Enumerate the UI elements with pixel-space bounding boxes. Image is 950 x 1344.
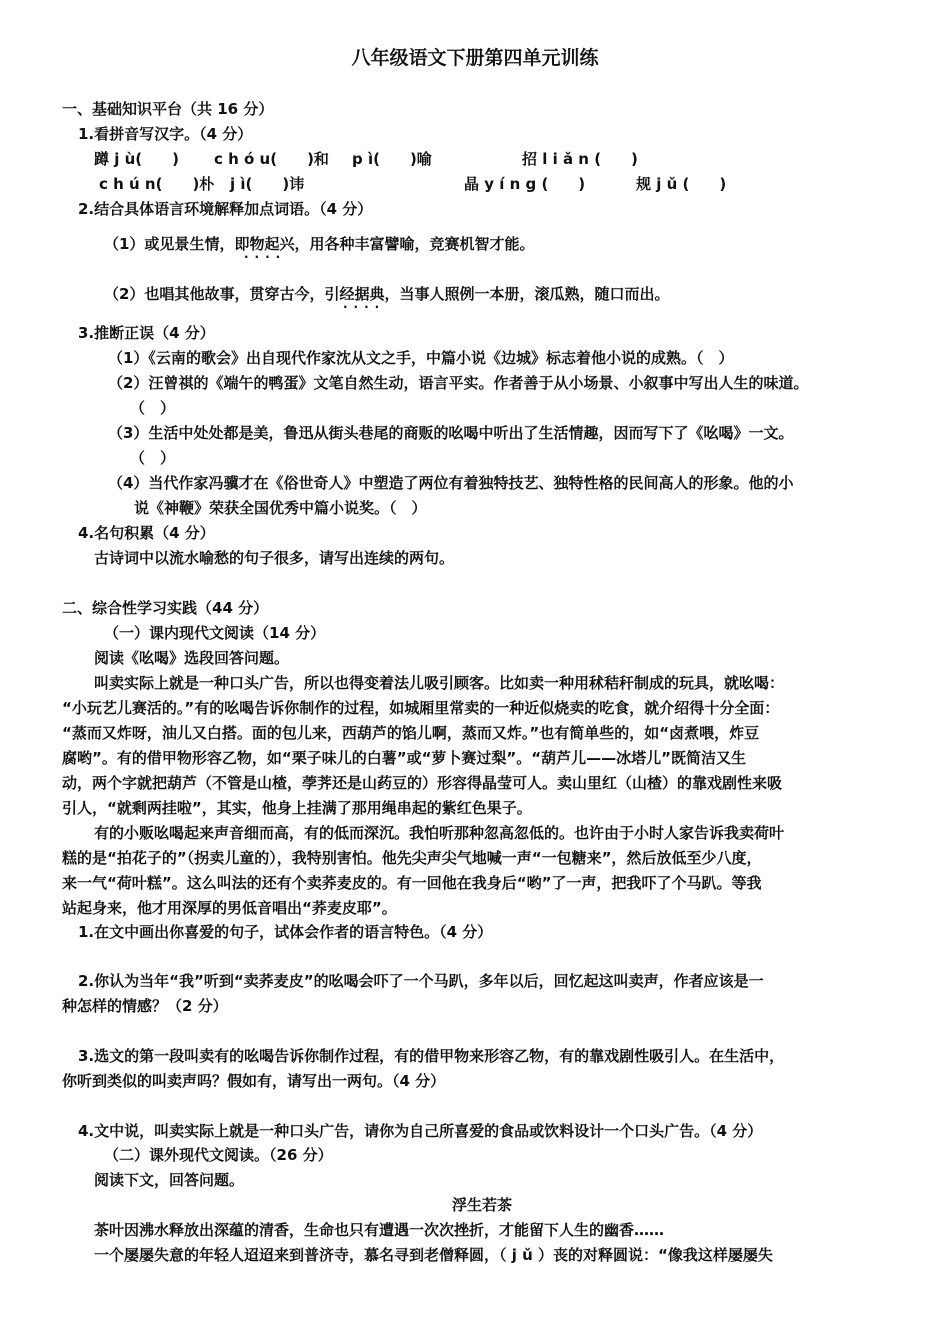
passage-line: 站起身来，他才用深厚的男低音唱出“荞麦皮耶”。 [62,899,397,917]
q2-item-1: （1）或见景生情，即物起兴，用各种丰富譬喻，竞赛机智才能。 [104,235,535,253]
q3-prompt: 3.推断正误（4 分） [78,324,215,342]
passage-line: 有的小贩吆喝起来声音细而高，有的低而深沉。我怕听那种忽高忽低的。也许由于小时人家告诉我卖荷叶 [94,824,785,842]
reading-q3-cont: 你听到类似的叫卖声吗？假如有，请写出一两句。（4 分） [62,1072,446,1090]
story-line: 茶叶因沸水释放出深蕴的清香，生命也只有遭遇一次次挫折，才能留下人生的幽香…… [94,1221,665,1239]
q3-item-4-cont: 说《神鞭》荣获全国优秀中篇小说奖。（ ） [134,499,427,517]
pinyin-item: c h ú n( )朴 [99,175,215,193]
reading-q3: 3.选文的第一段叫卖有的吆喝告诉你制作过程，有的借甲物来形容乙物，有的靠戏剧性吸引人。在生活中， [78,1047,785,1065]
pinyin-item: p ì( )喻 [352,150,432,168]
passage-line: “小玩艺儿赛活的。”有的吆喝告诉你制作的过程，如城厢里常卖的一种近似烧卖的吃食，就介绍得十分全面： [62,699,780,717]
passage-line: 叫卖实际上就是一种口头广告，所以也得变着法儿吸引顾客。比如卖一种用秫秸秆制成的玩具，就吆喝： [94,674,785,692]
reading-q4: 4.文中说，叫卖实际上就是一种口头广告，请你为自己所喜爱的食品或饮料设计一个口头广告。（4 分） [78,1122,763,1140]
q1-prompt: 1.看拼音写汉字。（4 分） [78,125,253,143]
story-title: 浮生若茶 [452,1196,513,1214]
section-2-heading: 二、综合性学习实践（44 分） [62,599,269,617]
passage-line: 腐哟”。有的借甲物形容乙物，如“栗子味儿的白薯”或“萝卜赛过梨”。“葫芦儿——冰塔儿”既简洁又生 [62,749,747,767]
q3-item-4: （4）当代作家冯骥才在《俗世奇人》中塑造了两位有着独特技艺、独特性格的民间高人的形象。他的小 [108,474,794,492]
q2-prompt: 2.结合具体语言环境解释加点词语。（4 分） [78,200,373,218]
q2-item-2: （2）也唱其他故事，贯穿古今，引经据典，当事人照例一本册，滚瓜熟，随口而出。 [104,285,670,303]
q3-item-1: （1）《云南的歌会》出自现代作家沈从文之手，中篇小说《边城》标志着他小说的成熟。（ ） [108,349,734,367]
pinyin-item: j ì( )讳 [230,175,305,193]
q4-text: 古诗词中以流水喻愁的句子很多，请写出连续的两句。 [94,549,455,567]
part1-intro: 阅读《吆喝》选段回答问题。 [94,649,290,667]
emphasis-dots: ···· [244,250,287,264]
passage-line: 引人，“就剩两挂啦”，其实，他身上挂满了那用绳串起的紫红色果子。 [62,799,532,817]
q3-item-2-paren: （ ） [130,399,176,417]
passage-line: 动，两个字就把葫芦（不管是山楂，荸荠还是山药豆的）形容得晶莹可人。卖山里红（山楂）的靠戏剧性来吸 [62,774,783,792]
passage-line: 糕的是“拍花子的”（拐卖儿童的），我特别害怕。他先尖声尖气地喊一声“一包糖来”，然后放低至少八度， [62,849,762,867]
q3-item-3-paren: （ ） [130,449,176,467]
passage-line: “蒸而又炸呀，油儿又白搭。面的包儿来，西葫芦的馅儿啊，蒸而又炸。”也有简单些的，如“卤煮喂，炸豆 [62,724,760,742]
reading-q1: 1.在文中画出你喜爱的句子，试体会作者的语言特色。（4 分） [78,923,493,941]
pinyin-item: 蹲 j ù( ) [94,150,179,168]
part2-intro: 阅读下文，回答问题。 [94,1171,245,1189]
page-title: 八年级语文下册第四单元训练 [351,47,599,69]
section-1-heading: 一、基础知识平台（共 16 分） [62,100,274,118]
reading-q2-cont: 种怎样的情感？（2 分） [62,997,228,1015]
story-line: 一个屡屡失意的年轻人迢迢来到普济寺，慕名寻到老僧释圆，（ j ǔ ）丧的对释圆说：“像我这样屡屡失 [94,1246,773,1264]
pinyin-item: c h ó u( )和 [214,150,329,168]
q3-item-3: （3）生活中处处都是美，鲁迅从街头巷尾的商贩的吆喝中听出了生活情趣，因而写下了《吆喝》一文。 [108,424,794,442]
q4-prompt: 4.名句积累（4 分） [78,524,215,542]
part2-heading: （二）课外现代文阅读。（26 分） [104,1146,333,1164]
pinyin-item: 晶 y í n g ( ) [464,175,586,193]
passage-line: 来一气“荷叶糕”。这么叫法的还有个卖荞麦皮的。有一回他在我身后“哟”了一声，把我吓了个马趴。等我 [62,874,762,892]
q3-item-2: （2）汪曾祺的《端午的鸭蛋》文笔自然生动，语言平实。作者善于从小场景、小叙事中写出人生的味道。 [108,374,809,392]
pinyin-item: 规 j ǔ ( ) [636,175,727,193]
part1-heading: （一）课内现代文阅读（14 分） [104,624,326,642]
emphasis-dots: ···· [343,300,386,314]
pinyin-item: 招 l i ǎ n ( ) [522,150,638,168]
reading-q2: 2.你认为当年“我”听到“卖荞麦皮”的吆喝会吓了一个马趴，多年以后，回忆起这叫卖声，作者应该是一 [78,972,764,990]
